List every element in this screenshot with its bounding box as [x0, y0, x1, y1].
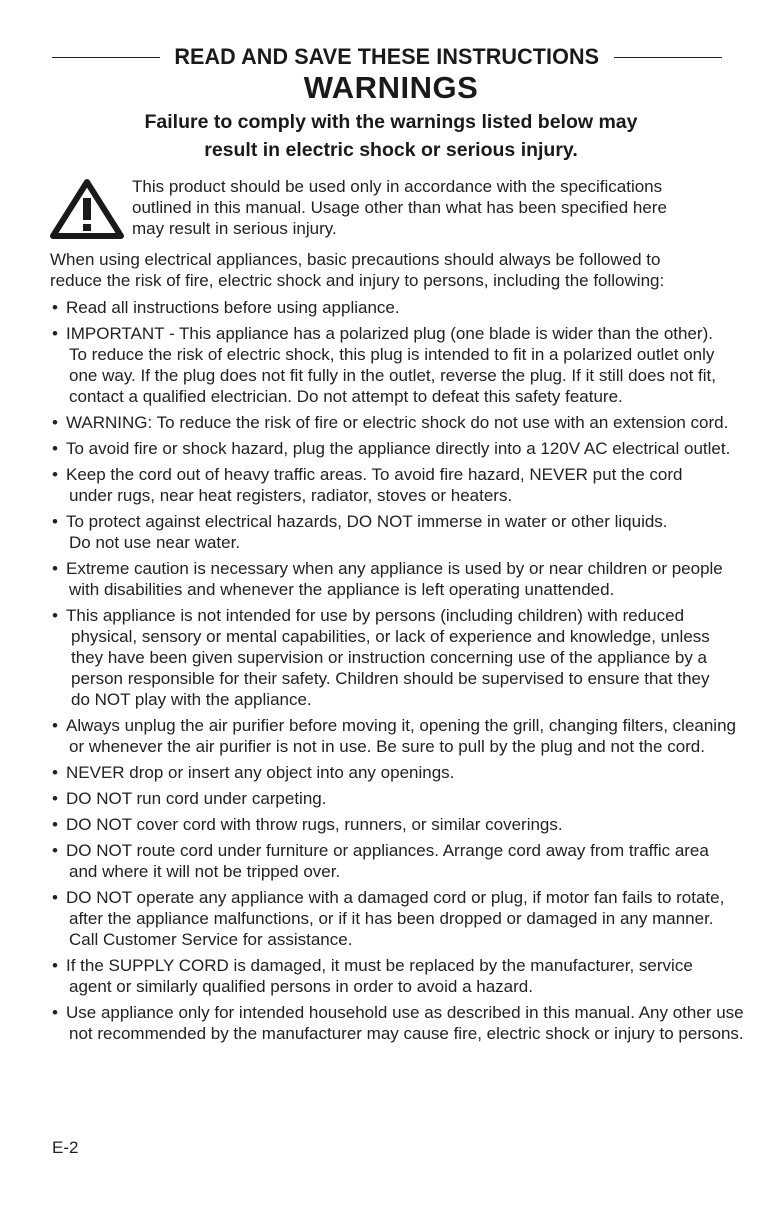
warning-list-item — [50, 464, 760, 506]
warning-line: DO NOT run cord under carpeting. — [66, 789, 327, 808]
warning-list-item — [50, 297, 760, 318]
warning-line: Extreme caution is necessary when any appliance is used by or near children or people — [66, 559, 723, 578]
warning-subtitle — [0, 108, 782, 164]
warning-line: IMPORTANT - This appliance has a polarized plug (one blade is wider than the other). — [66, 324, 713, 343]
bullet-dot: • — [52, 789, 58, 808]
bullet-dot: • — [52, 465, 58, 484]
caution-block — [50, 176, 750, 248]
bullet-dot: • — [52, 298, 58, 317]
bullet-dot: • — [52, 559, 58, 578]
warning-line: Keep the cord out of heavy traffic areas. To avoid fire hazard, NEVER put the cord — [66, 465, 683, 484]
warning-line: one way. If the plug does not fit fully in the outlet, reverse the plug. If it still does not fit, — [69, 366, 716, 385]
warning-line: If the SUPPLY CORD is damaged, it must be replaced by the manufacturer, service — [66, 956, 693, 975]
intro-paragraph — [50, 249, 760, 291]
warning-line: or whenever the air purifier is not in use. Be sure to pull by the plug and not the cord. — [69, 737, 705, 756]
caution-text — [132, 176, 667, 239]
bullet-dot: • — [52, 763, 58, 782]
warning-list-item — [50, 1002, 760, 1044]
warning-line: Read all instructions before using appliance. — [66, 298, 400, 317]
warning-line: Call Customer Service for assistance. — [69, 930, 353, 949]
bullet-dot: • — [52, 324, 58, 343]
warning-line: DO NOT cover cord with throw rugs, runners, or similar coverings. — [66, 815, 563, 834]
warning-line: WARNING: To reduce the risk of fire or electric shock do not use with an extension cord. — [66, 413, 729, 432]
warning-line: agent or similarly qualified persons in order to avoid a hazard. — [69, 977, 533, 996]
header-rule-left — [52, 57, 160, 58]
warning-list-item — [50, 323, 760, 407]
bullet-dot: • — [52, 512, 58, 531]
page-number: E-2 — [52, 1138, 79, 1157]
warning-line: NEVER drop or insert any object into any openings. — [66, 763, 455, 782]
warning-line: To avoid fire or shock hazard, plug the appliance directly into a 120V AC electrical outlet. — [66, 439, 731, 458]
warning-triangle-icon — [50, 178, 124, 240]
warning-line: To reduce the risk of electric shock, this plug is intended to fit in a polarized outlet only — [69, 345, 715, 364]
warning-line: To protect against electrical hazards, DO NOT immerse in water or other liquids. — [66, 512, 668, 531]
warning-list-item — [50, 511, 760, 553]
warning-line: physical, sensory or mental capabilities, or lack of experience and knowledge, unless — [71, 627, 710, 646]
bullet-dot: • — [52, 815, 58, 834]
warning-list-item — [50, 605, 760, 710]
warning-line: contact a qualified electrician. Do not attempt to defeat this safety feature. — [69, 387, 623, 406]
bullet-dot: • — [52, 1003, 58, 1022]
warning-list-item — [50, 715, 760, 757]
bullet-dot: • — [52, 716, 58, 735]
warning-line: and where it will not be tripped over. — [69, 862, 341, 881]
caution-line: may result in serious injury. — [132, 219, 337, 238]
warning-line: do NOT play with the appliance. — [71, 690, 312, 709]
warning-list-item — [50, 788, 760, 809]
warning-list-item — [50, 955, 760, 997]
warning-line: Always unplug the air purifier before moving it, opening the grill, changing filters, cleaning — [66, 716, 736, 735]
warning-line: after the appliance malfunctions, or if it has been dropped or damaged in any manner. — [69, 909, 714, 928]
subtitle-line: result in electric shock or serious injury. — [204, 139, 578, 161]
warning-list-item — [50, 558, 760, 600]
warning-list-item — [50, 840, 760, 882]
bullet-dot: • — [52, 439, 58, 458]
warning-list-item — [50, 887, 760, 950]
warning-line: Do not use near water. — [69, 533, 241, 552]
intro-line: reduce the risk of fire, electric shock and injury to persons, including the following: — [50, 271, 665, 290]
warning-line: This appliance is not intended for use by persons (including children) with reduced — [66, 606, 685, 625]
header-row — [52, 42, 722, 72]
warning-list — [50, 297, 760, 1044]
warning-list-item — [50, 762, 760, 783]
bullet-dot: • — [52, 956, 58, 975]
warning-line: person responsible for their safety. Children should be supervised to ensure that they — [71, 669, 710, 688]
caution-line: outlined in this manual. Usage other than what has been specified here — [132, 198, 667, 217]
warnings-body — [50, 249, 760, 1049]
warning-line: they have been given supervision or instruction concerning use of the appliance by a — [71, 648, 708, 667]
warning-line: not recommended by the manufacturer may cause fire, electric shock or injury to persons. — [69, 1024, 744, 1043]
header-rule-right — [614, 57, 722, 58]
subtitle-line: Failure to comply with the warnings listed below may — [144, 111, 638, 133]
warning-line: DO NOT route cord under furniture or appliances. Arrange cord away from traffic area — [66, 841, 709, 860]
bullet-dot: • — [52, 888, 58, 907]
caution-line: This product should be used only in accordance with the specifications — [132, 177, 663, 196]
intro-line: When using electrical appliances, basic precautions should always be followed to — [50, 250, 661, 269]
warning-list-item — [50, 438, 760, 459]
warnings-title: WARNINGS — [303, 70, 479, 105]
bullet-dot: • — [52, 606, 58, 625]
header-title: READ AND SAVE THESE INSTRUCTIONS — [174, 44, 600, 69]
warning-line: Use appliance only for intended household use as described in this manual. Any other use — [66, 1003, 744, 1022]
warning-list-item — [50, 814, 760, 835]
warning-line: with disabilities and whenever the appliance is left operating unattended. — [69, 580, 615, 599]
bullet-dot: • — [52, 413, 58, 432]
warning-line: DO NOT operate any appliance with a damaged cord or plug, if motor fan fails to rotate, — [66, 888, 725, 907]
warning-line: under rugs, near heat registers, radiator, stoves or heaters. — [69, 486, 513, 505]
bullet-dot: • — [52, 841, 58, 860]
warning-list-item — [50, 412, 760, 433]
